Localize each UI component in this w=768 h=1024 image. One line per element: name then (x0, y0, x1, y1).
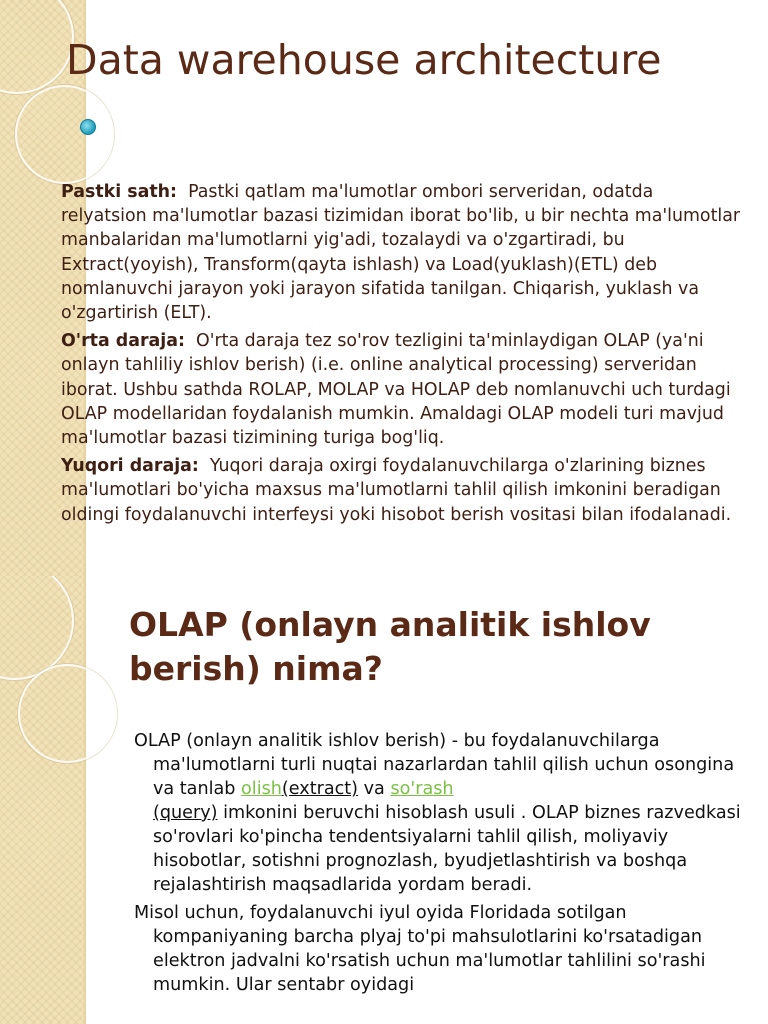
decorative-ring (0, 0, 74, 94)
slide-body (134, 729, 754, 1001)
paragraph-lower-tier (61, 180, 741, 325)
paragraph-text: Misol uchun, foydalanuvchi iyul oyida Floridada sotilgan kompaniyaning barcha plyaj to'pi mahsulotlarini ko'rsatadigan elektron jadvalni ko'rsatish uchun ma'lumotlar tahlilini so'rashi mumkin. Ular sentabr oyidagi (134, 903, 706, 995)
decorative-ring (18, 664, 117, 763)
slide-title: Data warehouse architecture (66, 36, 662, 84)
paragraph-text: Pastki qatlam ma'lumotlar ombori serveridan, odatda relyatsion ma'lumotlar bazasi tizimidan iborat bo'lib, u bir nechta ma'lumotlar manbalaridan ma'lumotlarni yig'adi, tozalaydi va o'zgartiradi, bu Extract(yoyish), Transform(qayta ishlash) va Load(yuklash)(ETL) deb nomlanuvchi jarayon yoki jarayon sifatida tanilgan. Chiqarish, yuklash va o'zgartirish (ELT). (61, 182, 741, 324)
paragraph-text: Yuqori daraja oxirgi foydalanuvchilarga o'zlarining biznes ma'lumotlari bo'yicha maxsus ma'lumotlarni tahlil qilish imkonini beradigan oldingi foydalanuvchi interfeysi yoki hisobot berish vositasi bilan ifodalanadi. (61, 456, 732, 525)
paragraph-middle-tier (61, 329, 741, 450)
link-extract[interactable]: (extract) (281, 779, 359, 799)
decorative-left-band (0, 576, 86, 1024)
link-olish[interactable]: olish (241, 779, 282, 799)
bullet-dot-icon (80, 119, 96, 135)
paragraph-heading: Yuqori daraja: (61, 456, 199, 477)
link-sorash[interactable]: so'rash (390, 779, 454, 799)
decorative-ring (15, 85, 114, 184)
paragraph-text: OLAP (onlayn analitik ishlov berish) - bu foydalanuvchilarga ma'lumotlarni turli nuqtai nazarlardan tahlil qilish uchun osongina va tanlab (134, 731, 735, 799)
link-query[interactable]: (query) (153, 803, 218, 823)
paragraph-text: O'rta daraja tez so'rov tezligini ta'minlaydigan OLAP (ya'ni onlayn tahliliy ishlov berish) (i.e. online analytical processing) serveridan iborat. Ushbu sathda ROLAP, MOLAP va HOLAP deb nomlanuvchi uch turdagi OLAP modellaridan foydalanish mumkin. Amaldagi OLAP modeli turi mavjud ma'lumotlar bazasi tizimining turiga bog'liq. (61, 331, 731, 449)
paragraph-example (134, 901, 754, 997)
paragraph-olap-definition (134, 729, 754, 897)
paragraph-text: va (358, 779, 391, 799)
paragraph-top-tier (61, 454, 741, 527)
slide-body (61, 180, 741, 531)
slide-title: OLAP (onlayn analitik ishlov berish) nima? (129, 605, 651, 688)
paragraph-heading: O'rta daraja: (61, 331, 185, 352)
paragraph-heading: Pastki sath: (61, 182, 177, 202)
slide-2 (0, 576, 768, 1024)
paragraph-text: imkonini beruvchi hisoblash usuli . OLAP biznes razvedkasi so'rovlari ko'pincha tendentsiyalarni tahlil qilish, moliyaviy hisobotlar, sotishni prognozlash, byudjetlashtirish va boshqa rejalashtirish maqsadlarida yordam beradi. (153, 803, 741, 895)
